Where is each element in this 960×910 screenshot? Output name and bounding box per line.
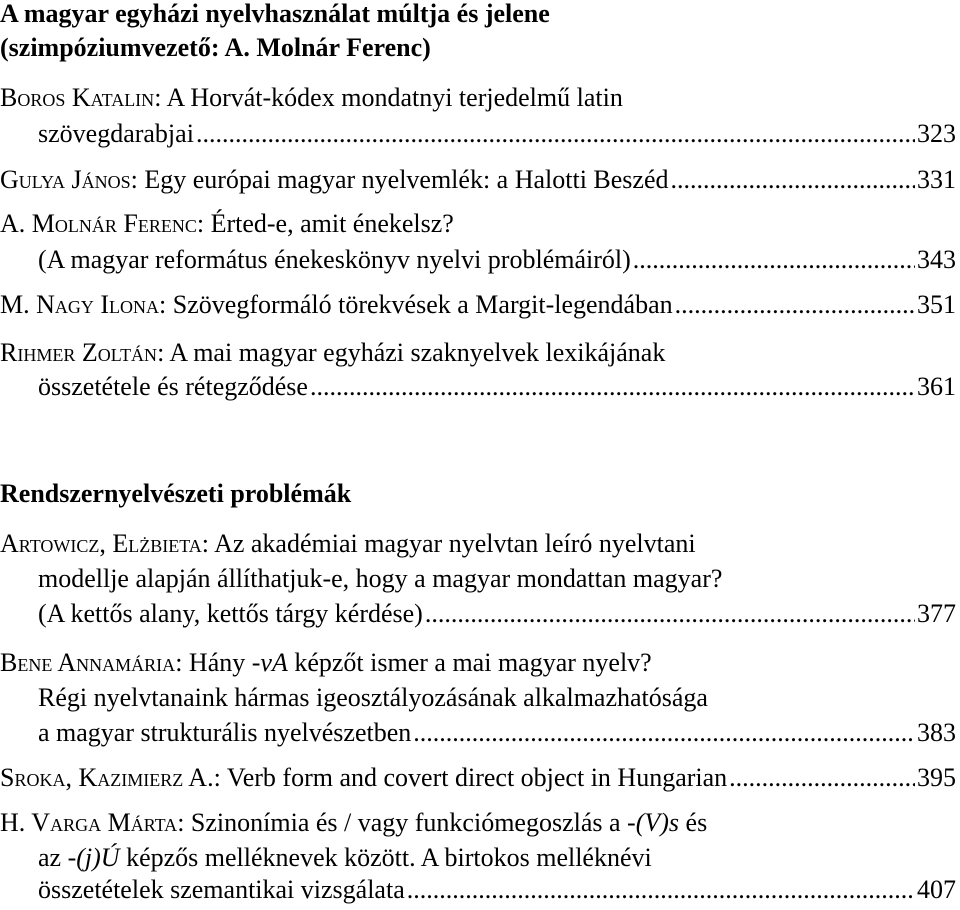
toc-entry-sroka[interactable]: Sroka, Kazimierz A.: Verb form and covert direct object in Hungarian ..... 395 [0,758,956,798]
leader-dots [310,367,915,407]
leader-dots [413,713,915,753]
leader-dots [729,758,915,798]
section-title-1-line2: (szimpóziumvezető: A. Molnár Ferenc) [0,33,431,62]
entry-title-pre: Szinonímia és / vagy funkciómegoszlás a [190,808,628,837]
entry-title-post: és [679,808,708,837]
toc-entry-artowicz[interactable]: Artowicz, Elżbieta: Az akadémiai magyar nyelvtan leíró nyelvtani [0,529,696,558]
author-name: H. Varga Márta [0,808,178,837]
entry-title: Egy európai magyar nyelvemlék: a Halotti Beszéd [144,165,669,194]
entry-title: Érted-e, amit énekelsz? [210,209,454,238]
leader-dots [675,285,915,325]
entry-title-cont: összetételek szemantikai vizsgálata [38,875,405,904]
author-name: Bene Annamária [0,648,176,677]
toc-entry-varga-cont2[interactable] [38,870,956,910]
entry-title-post: képzőt ismer a mai magyar nyelv? [287,648,652,677]
toc-entry-boros[interactable]: Boros Katalin: A Horvát-kódex mondatnyi terjedelmű latin [0,83,623,112]
leader-dots [633,240,915,280]
entry-title: Verb form and covert direct object in Hungarian [226,763,728,792]
toc-entry-varga[interactable]: H. Varga Márta: Szinonímia és / vagy funkciómegoszlás a -(V)s és [0,808,708,837]
page-number: 323 [917,119,956,148]
author-name: A. Molnár Ferenc [0,209,197,238]
toc-entry-molnar-cont[interactable] [38,240,956,280]
toc-entry-gulya[interactable]: Gulya János: Egy európai magyar nyelvemlék: a Halotti Beszéd ..... 331 [0,160,956,200]
page-number: 407 [917,875,956,904]
leader-dots [671,160,916,200]
author-name: Sroka, Kazimierz A. [0,763,214,792]
toc-entry-artowicz-cont2[interactable] [38,594,956,634]
entry-title: A Horvát-kódex mondatnyi terjedelmű latin [166,83,623,112]
author-name: M. Nagy Ilona [0,290,160,319]
section-title-2 [0,476,351,512]
toc-entry-rihmer-cont[interactable] [38,367,956,407]
page-number: 377 [917,599,956,628]
entry-title-post: képzős melléknevek között. A birtokos melléknévi [119,843,652,872]
entry-title-pre: Hány [188,648,252,677]
entry-title-italic: -vA [251,648,288,677]
toc-entry-artowicz-cont1[interactable] [38,559,956,599]
leader-dots [407,870,915,910]
page-number: 351 [917,290,956,319]
entry-title-cont: (A kettős alany, kettős tárgy kérdése) [38,599,423,628]
entry-title: A mai magyar egyházi szaknyelvek lexikájának [169,338,666,367]
author-name: Artowicz, Elżbieta [0,529,202,558]
toc-entry-molnar[interactable]: A. Molnár Ferenc: Érted-e, amit énekelsz? [0,209,454,238]
page-number: 395 [917,763,956,792]
author-name: Rihmer Zoltán [0,338,158,367]
entry-title-cont: Régi nyelvtanaink hármas igeosztályozásának alkalmazhatósága [38,683,708,712]
page-number: 383 [917,718,956,747]
entry-title-pre: az [38,843,68,872]
entry-title-cont: (A magyar református énekeskönyv nyelvi problémáiról) [38,245,631,274]
toc-entry-bene-cont1[interactable] [38,678,956,718]
entry-title: Az akadémiai magyar nyelvtan leíró nyelvtani [214,529,696,558]
toc-entry-rihmer[interactable]: Rihmer Zoltán: A mai magyar egyházi szaknyelvek lexikájának [0,338,666,367]
section-title-2-text: Rendszernyelvészeti problémák [0,479,352,508]
toc-entry-bene[interactable]: Bene Annamária: Hány -vA képzőt ismer a mai magyar nyelv? [0,648,652,677]
page-number: 361 [917,372,956,401]
leader-dots [196,114,915,154]
section-title-1 [0,0,550,32]
section-title-1b [0,30,431,66]
toc-entry-nagy[interactable]: M. Nagy Ilona: Szövegformáló törekvések a Margit-legendában ..... 351 [0,285,956,325]
entry-title: Szövegformáló törekvések a Margit-legendában [172,290,673,319]
toc-entry-boros-cont[interactable] [38,114,956,154]
page-number: 343 [917,245,956,274]
entry-title-cont: modellje alapján állíthatjuk-e, hogy a magyar mondattan magyar? [38,564,723,593]
section-title-1-line1: A magyar egyházi nyelvhasználat múltja és jelene [0,0,550,28]
page-number: 331 [917,165,956,194]
entry-title-cont: a magyar strukturális nyelvészetben [38,718,412,747]
entry-title-cont: szövegdarabjai [38,119,194,148]
entry-title-italic: -(j)Ú [67,843,120,872]
leader-dots [425,594,915,634]
entry-title-cont: összetétele és rétegződése [38,372,308,401]
entry-title-italic: -(V)s [627,808,680,837]
toc-entry-bene-cont2[interactable] [38,713,956,753]
author-name: Gulya János [0,165,131,194]
author-name: Boros Katalin [0,83,155,112]
